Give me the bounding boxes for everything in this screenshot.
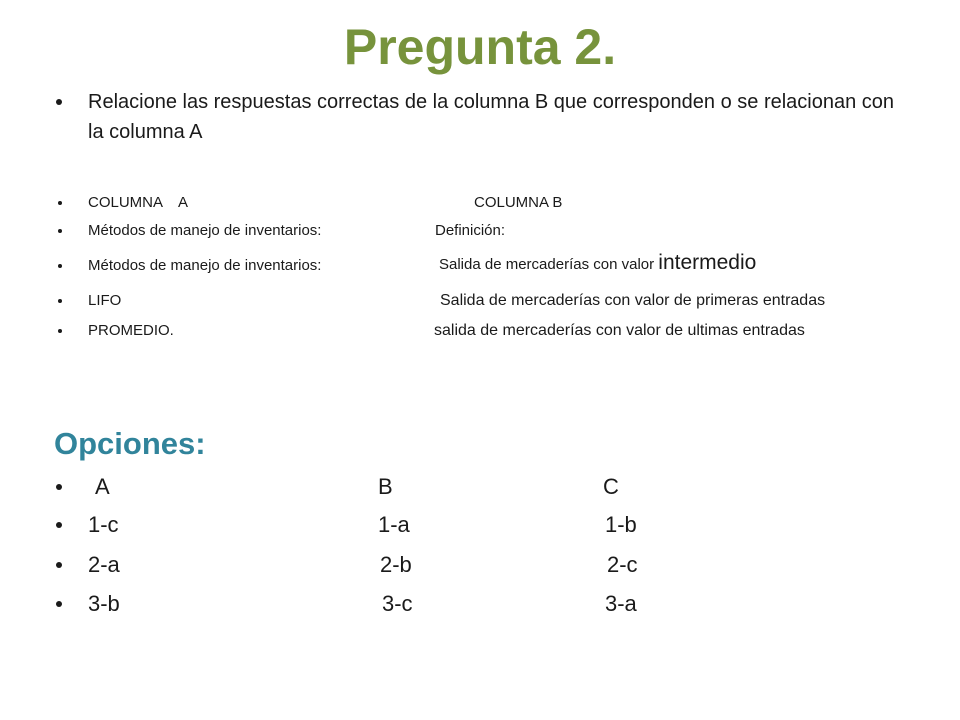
- column-b-cell: COLUMNA B: [474, 194, 563, 211]
- bullet-dot: [56, 522, 62, 528]
- option-a: A: [95, 474, 110, 499]
- column-b-emphasis: intermedio: [658, 251, 757, 274]
- option-b: B: [378, 474, 393, 499]
- option-c: 1-b: [605, 512, 637, 537]
- column-b-cell: Salida de mercaderías con valor de primeras entradas: [440, 292, 826, 309]
- option-b: 2-b: [380, 552, 412, 577]
- bullet-dot: [58, 229, 62, 233]
- bullet-dot: [58, 201, 62, 205]
- column-a-cell: Métodos de manejo de inventarios:: [88, 222, 322, 239]
- option-a: 2-a: [88, 552, 120, 577]
- bullet-dot: [56, 601, 62, 607]
- option-b: 1-a: [378, 512, 410, 537]
- option-a: 1-c: [88, 512, 119, 537]
- column-b-cell: Definición:: [435, 222, 506, 239]
- column-b-text: Salida de mercaderías con valor: [439, 256, 659, 273]
- column-b-cell: salida de mercaderías con valor de ultimas entradas: [434, 322, 805, 339]
- bullet-dot: [56, 562, 62, 568]
- bullet-dot: [56, 99, 62, 105]
- bullet-dot: [58, 299, 62, 303]
- slide-title: Pregunta 2.: [343, 19, 617, 75]
- bullet-dot: [56, 484, 62, 490]
- option-b: 3-c: [382, 591, 413, 616]
- column-a-cell: LIFO: [88, 292, 122, 309]
- option-c: C: [603, 474, 619, 499]
- option-c: 3-a: [605, 591, 637, 616]
- column-a-cell: COLUMNA A: [88, 194, 189, 211]
- option-a: 3-b: [88, 591, 120, 616]
- bullet-dot: [58, 329, 62, 333]
- options-heading: Opciones:: [54, 426, 206, 461]
- intro-text: Relacione las respuestas correctas de la columna B que corresponden o se relacionan con la columna A: [88, 91, 895, 143]
- column-b-cell: [439, 253, 756, 275]
- column-a-cell: PROMEDIO.: [88, 322, 174, 339]
- option-c: 2-c: [607, 552, 638, 577]
- bullet-dot: [58, 264, 62, 268]
- column-a-cell: Métodos de manejo de inventarios:: [88, 257, 322, 274]
